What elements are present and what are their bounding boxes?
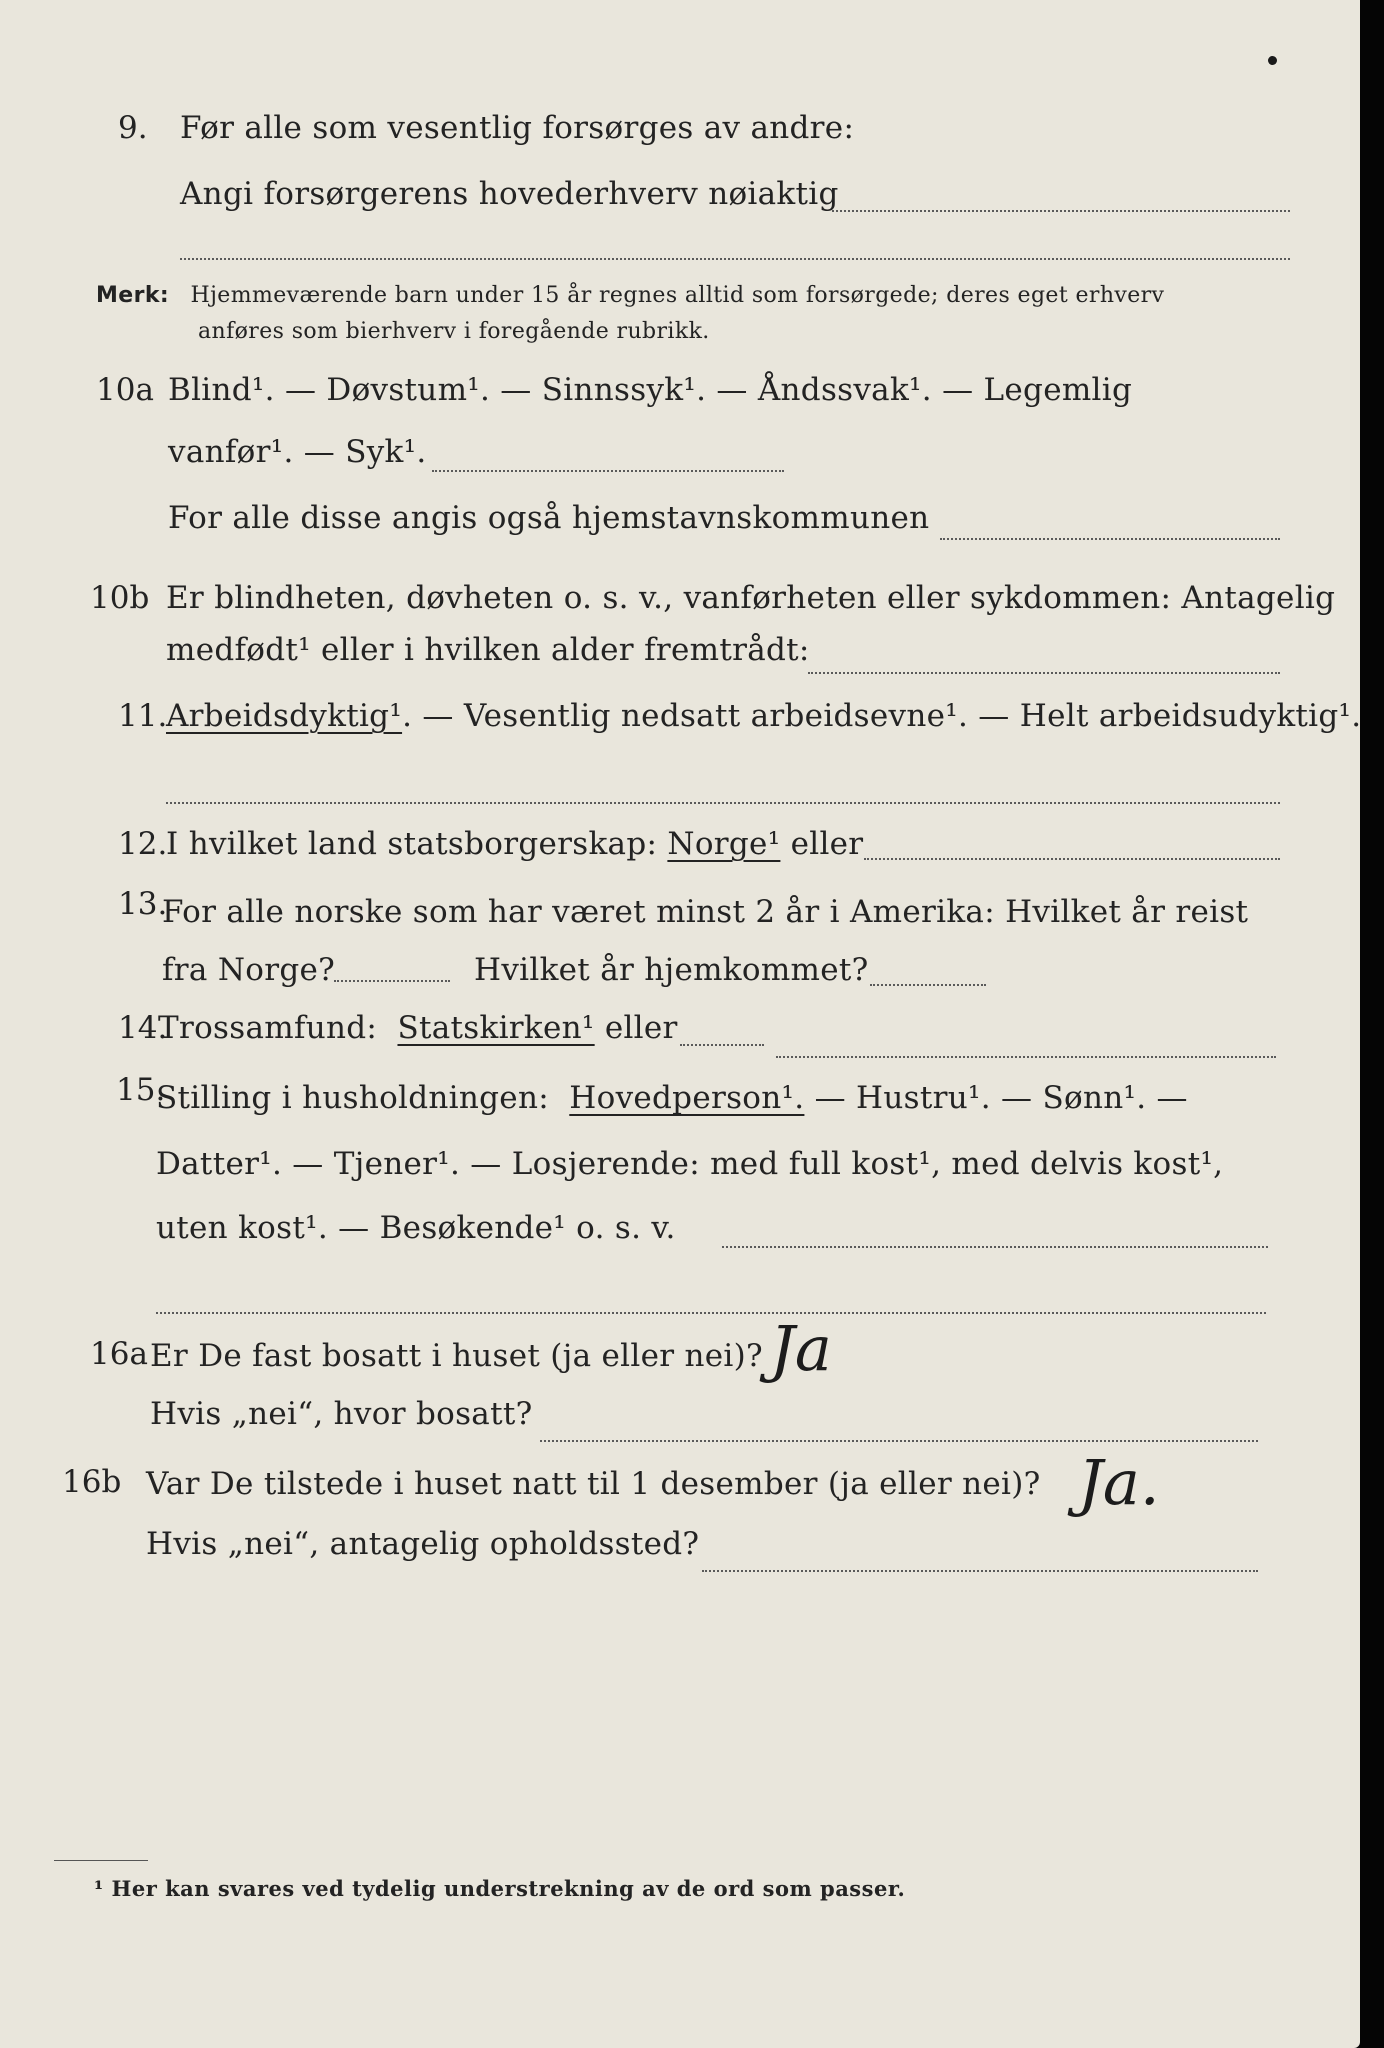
footnote-rule bbox=[54, 1860, 148, 1861]
q15-underlined-option: Hovedperson¹. bbox=[569, 1080, 805, 1116]
q16a-line2: Hvis „nei“, hvor bosatt? bbox=[150, 1396, 533, 1432]
q16b-line2: Hvis „nei“, antagelig opholdssted? bbox=[146, 1526, 700, 1562]
q16b-number: 16b bbox=[62, 1464, 122, 1500]
q9-answer-line[interactable] bbox=[832, 210, 1290, 212]
q10a-answer-line[interactable] bbox=[432, 470, 784, 472]
q16a-number: 16a bbox=[90, 1336, 148, 1372]
footnote: ¹ Her kan svares ved tydelig understrekning av de ord som passer. bbox=[94, 1876, 906, 1901]
q15-prefix: Stilling i husholdningen: bbox=[156, 1080, 549, 1116]
q9-line2: Angi forsørgerens hovederhverv nøiaktig bbox=[180, 176, 839, 212]
q10a-line3: For alle disse angis også hjemstavnskommunen bbox=[168, 500, 930, 536]
q14-underlined-option: Statskirken¹ bbox=[397, 1010, 595, 1046]
q15-answer-line[interactable] bbox=[722, 1246, 1268, 1248]
merk-line2: anføres som bierhverv i foregående rubrikk. bbox=[198, 319, 710, 344]
q15-line1 bbox=[156, 1080, 1188, 1116]
q14-suffix: eller bbox=[604, 1010, 678, 1046]
q9-answer-line-2[interactable] bbox=[180, 258, 1290, 260]
q13-line2a: fra Norge? bbox=[162, 952, 336, 988]
q9-line1: Før alle som vesentlig forsørges av andre: bbox=[180, 110, 855, 146]
q10b-answer-line[interactable] bbox=[808, 672, 1280, 674]
q15-answer-line-2[interactable] bbox=[156, 1312, 1266, 1314]
merk-line1: Hjemmeværende barn under 15 år regnes alltid som forsørgede; deres eget erhverv bbox=[190, 283, 1165, 308]
q13-line2b: Hvilket år hjemkommet? bbox=[474, 952, 869, 988]
q13-year-returned-line[interactable] bbox=[870, 984, 986, 986]
q16b-line1: Var De tilstede i huset natt til 1 desember (ja eller nei)? bbox=[146, 1466, 1041, 1502]
q10a-number: 10a bbox=[96, 372, 154, 408]
q12-number: 12. bbox=[118, 826, 168, 862]
q12-answer-line[interactable] bbox=[864, 858, 1280, 860]
q11-underlined-option: Arbeidsdyktig¹ bbox=[166, 698, 403, 734]
q10b-number: 10b bbox=[90, 580, 150, 616]
q13-line1: For alle norske som har været minst 2 år i Amerika: Hvilket år reist bbox=[162, 894, 1249, 930]
q15-number: 15. bbox=[116, 1072, 166, 1108]
q12-line bbox=[166, 826, 863, 862]
q16a-answer-line[interactable] bbox=[540, 1440, 1258, 1442]
q10b-line2: medfødt¹ eller i hvilken alder fremtrådt: bbox=[166, 632, 810, 668]
q9-number: 9. bbox=[118, 110, 148, 146]
q14-number: 14. bbox=[118, 1010, 168, 1046]
q10a-line1: Blind¹. — Døvstum¹. — Sinnssyk¹. — Åndssvak¹. — Legemlig bbox=[168, 372, 1133, 408]
q14-answer-line-2[interactable] bbox=[776, 1056, 1276, 1058]
q10b-line1: Er blindheten, døvheten o. s. v., vanførheten eller sykdommen: Antagelig bbox=[166, 580, 1336, 616]
q11-number: 11. bbox=[118, 698, 168, 734]
q14-answer-line[interactable] bbox=[680, 1044, 764, 1046]
q14-line bbox=[158, 1010, 678, 1046]
q16a-line1: Er De fast bosatt i huset (ja eller nei)? bbox=[150, 1338, 763, 1374]
q16a-handwritten-answer: Ja bbox=[770, 1312, 832, 1385]
q15-line2: Datter¹. — Tjener¹. — Losjerende: med full kost¹, med delvis kost¹, bbox=[156, 1146, 1224, 1182]
q10a-hjemstavn-line[interactable] bbox=[940, 538, 1280, 540]
q12-suffix: eller bbox=[790, 826, 864, 862]
q13-year-left-line[interactable] bbox=[334, 980, 450, 982]
q16b-answer-line[interactable] bbox=[702, 1570, 1258, 1572]
q12-prefix: I hvilket land statsborgerskap: bbox=[166, 826, 658, 862]
q15-line3: uten kost¹. — Besøkende¹ o. s. v. bbox=[156, 1210, 676, 1246]
q11-rest: . — Vesentlig nedsatt arbeidsevne¹. — Helt arbeidsudyktig¹. bbox=[402, 698, 1362, 734]
q12-underlined-option: Norge¹ bbox=[667, 826, 781, 862]
q13-number: 13. bbox=[118, 886, 168, 922]
q11-answer-line[interactable] bbox=[166, 802, 1280, 804]
q10a-line2: vanfør¹. — Syk¹. bbox=[168, 434, 427, 470]
q14-prefix: Trossamfund: bbox=[158, 1010, 378, 1046]
merk-note bbox=[96, 282, 1164, 310]
ink-dot bbox=[1268, 56, 1277, 65]
merk-label: Merk: bbox=[96, 283, 170, 308]
q11-line bbox=[166, 698, 1361, 734]
q15-line1-rest: — Hustru¹. — Sønn¹. — bbox=[814, 1080, 1188, 1116]
q16b-handwritten-answer: Ja. bbox=[1078, 1446, 1160, 1519]
